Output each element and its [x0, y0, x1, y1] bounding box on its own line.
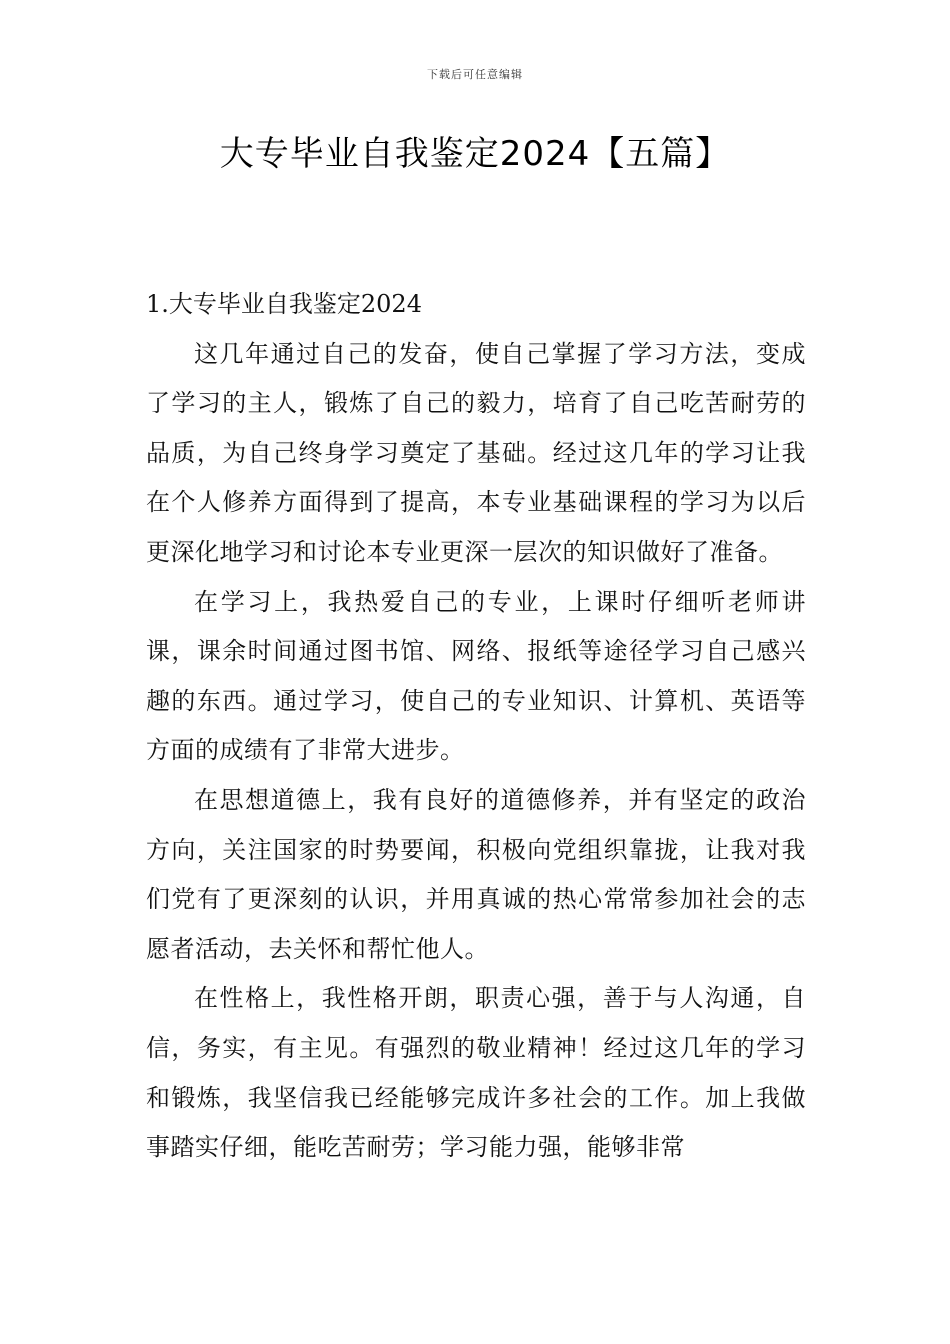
document-title: 大专毕业自我鉴定2024【五篇】 [219, 134, 731, 174]
section-heading: 1.大专毕业自我鉴定2024 [146, 290, 422, 318]
header-note: 下载后可任意编辑 [427, 68, 523, 81]
paragraph: 在思想道德上，我有良好的道德修养，并有坚定的政治方向，关注国家的时势要闻，积极向党组织靠拢，让我对我们党有了更深刻的认识，并用真诚的热心常常参加社会的志愿者活动，去关怀和帮忙他人。 [146, 785, 806, 963]
document-body [146, 280, 806, 1173]
paragraph: 在学习上，我热爱自己的专业，上课时仔细听老师讲课，课余时间通过图书馆、网络、报纸等途径学习自己感兴趣的东西。通过学习，使自己的专业知识、计算机、英语等方面的成绩有了非常大进步。 [146, 587, 806, 765]
paragraph: 在性格上，我性格开朗，职责心强，善于与人沟通，自信，务实，有主见。有强烈的敬业精神！经过这几年的学习和锻炼，我坚信我已经能够完成许多社会的工作。加上我做事踏实仔细，能吃苦耐劳；学习能力强，能够非常 [146, 984, 806, 1162]
paragraph: 这几年通过自己的发奋，使自己掌握了学习方法，变成了学习的主人，锻炼了自己的毅力，培育了自己吃苦耐劳的品质，为自己终身学习奠定了基础。经过这几年的学习让我在个人修养方面得到了提高，本专业基础课程的学习为以后更深化地学习和讨论本专业更深一层次的知识做好了准备。 [146, 339, 806, 566]
